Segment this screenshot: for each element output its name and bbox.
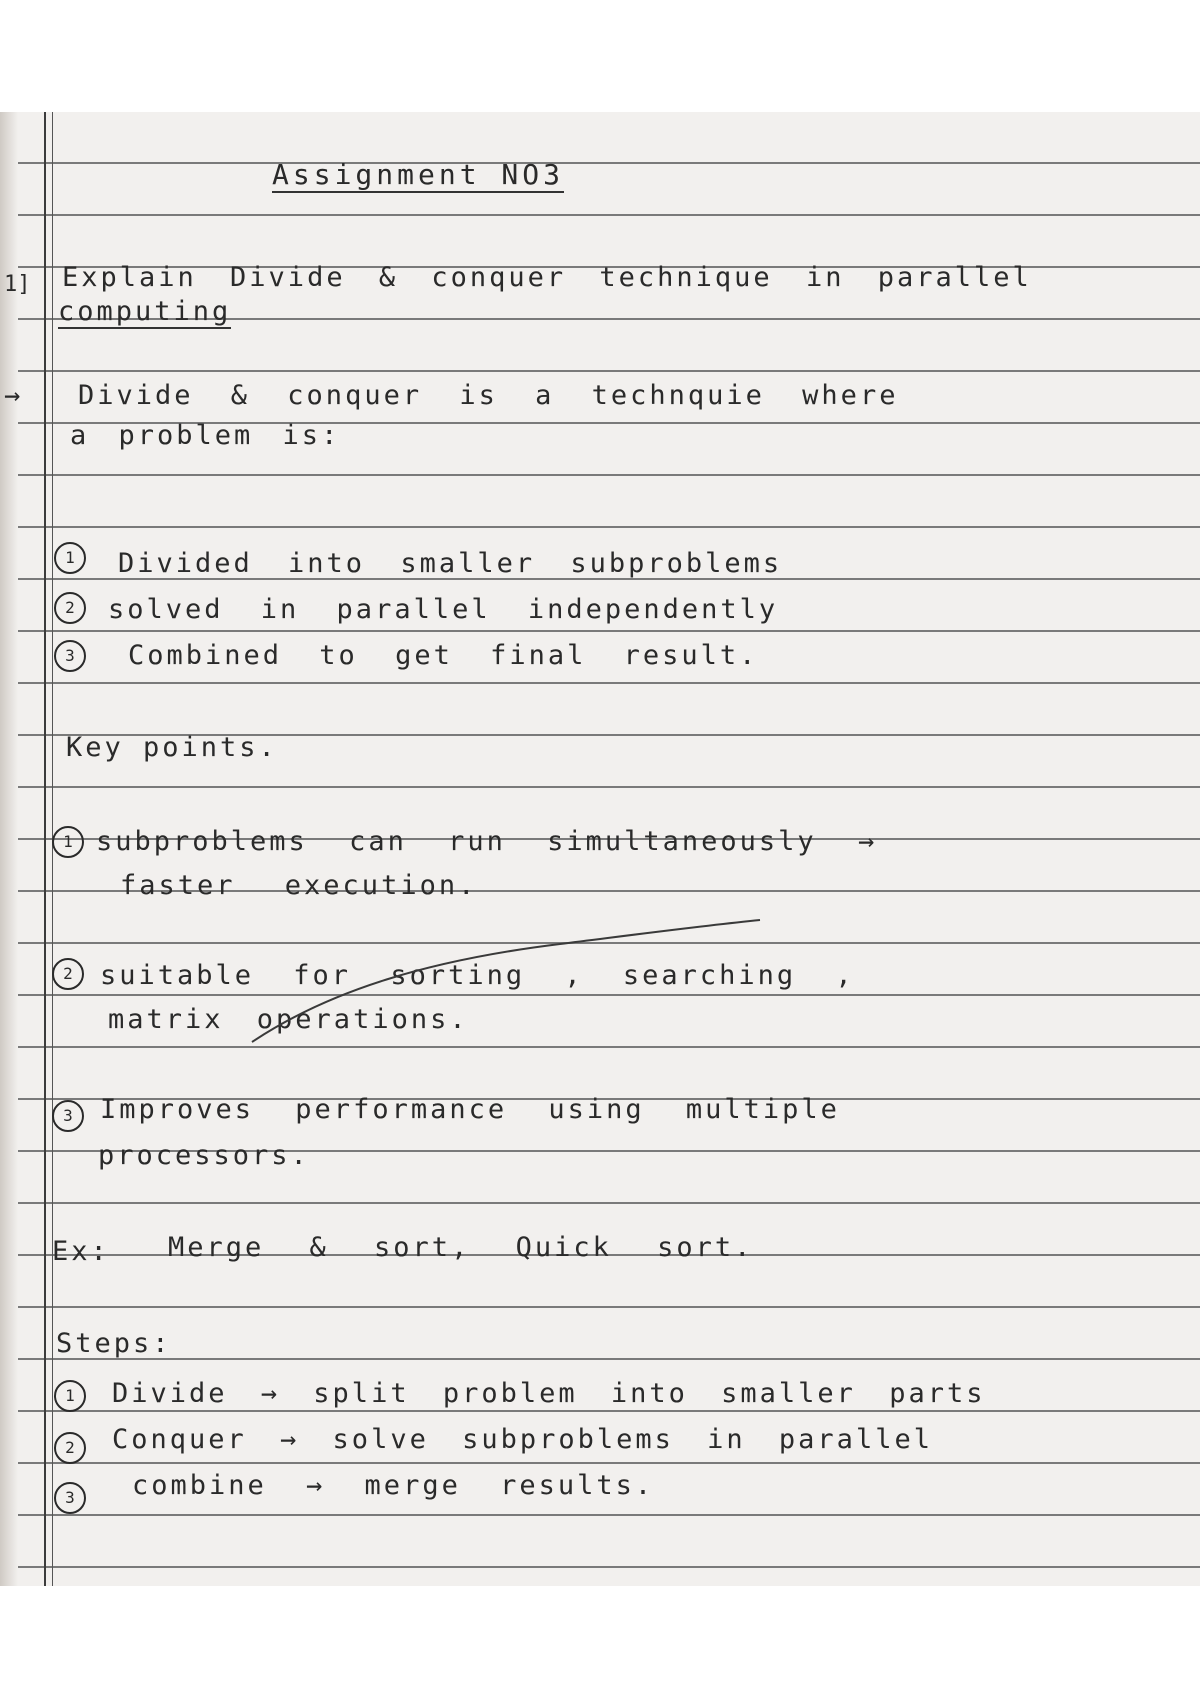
question-marker: 1] (4, 272, 31, 297)
number-circle: 1 (52, 826, 84, 858)
intro-step-2: solved in parallel independently (108, 594, 779, 625)
steps-item-2: Conquer → solve subproblems in parallel (112, 1424, 933, 1455)
key-point-1-line-1: subproblems can run simultaneously → (96, 826, 878, 857)
steps-item-3: combine → merge results. (132, 1470, 655, 1501)
number-circle: 2 (54, 1432, 86, 1464)
intro-step-1: Divided into smaller subproblems (118, 548, 783, 579)
example-text: Merge & sort, Quick sort. (168, 1232, 754, 1263)
number-circle: 3 (52, 1100, 84, 1132)
key-point-2-line-2: matrix operations. (108, 1004, 469, 1035)
page-edge-shadow (0, 112, 18, 1586)
key-points-heading: Key points. (66, 732, 278, 763)
steps-heading: Steps: (56, 1328, 172, 1359)
number-circle: 1 (54, 1380, 86, 1412)
steps-item-1: Divide → split problem into smaller parts (112, 1378, 986, 1409)
key-point-1-line-2: faster execution. (120, 870, 478, 901)
number-circle: 2 (54, 592, 86, 624)
key-point-3-line-2: processors. (98, 1140, 310, 1171)
number-circle: 2 (52, 958, 84, 990)
key-point-2-line-1: suitable for sorting , searching , (100, 960, 855, 991)
answer-arrow: → (4, 380, 24, 411)
answer-line-1: Divide & conquer is a technquie where (78, 380, 899, 411)
number-circle: 3 (54, 640, 86, 672)
number-circle: 1 (54, 542, 86, 574)
question-line-1: Explain Divide & conquer technique in parallel (62, 262, 1032, 293)
assignment-title: Assignment NO3 (272, 158, 565, 191)
answer-line-2: a problem is: (70, 420, 341, 451)
intro-step-3: Combined to get final result. (128, 640, 759, 671)
key-point-3-line-1: Improves performance using multiple (100, 1094, 840, 1125)
number-circle: 3 (54, 1482, 86, 1514)
example-label: Ex: (52, 1236, 110, 1267)
question-line-2: computing (58, 296, 232, 327)
